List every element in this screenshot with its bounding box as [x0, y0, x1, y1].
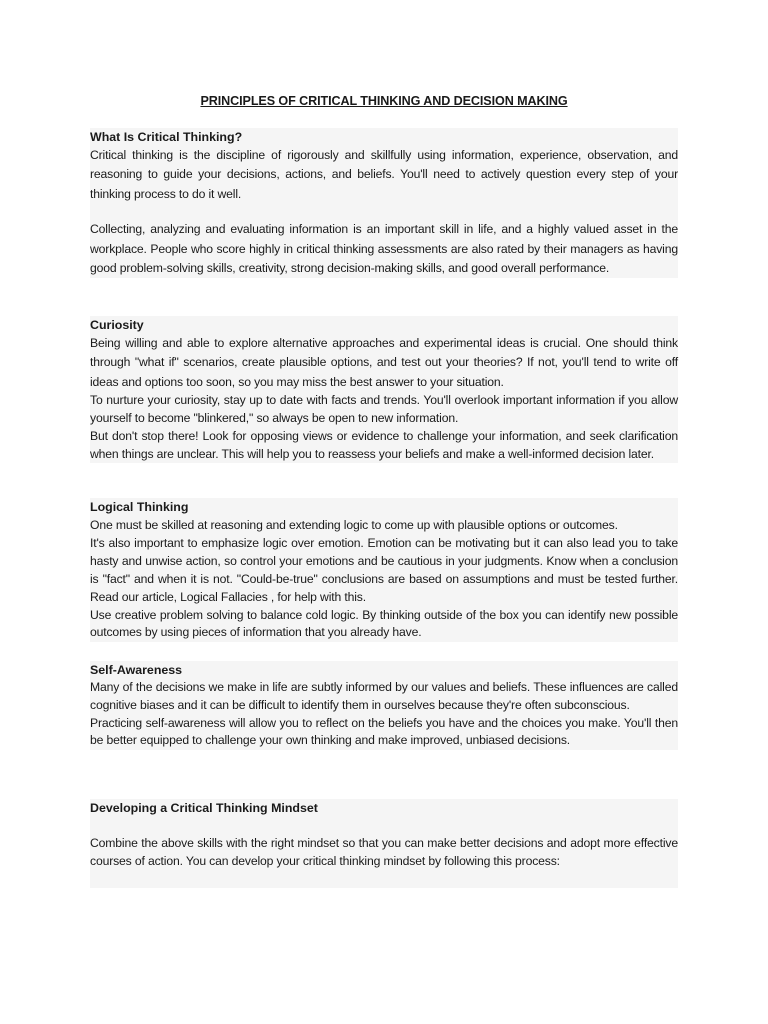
section-heading: Developing a Critical Thinking Mindset	[90, 801, 318, 815]
section-developing-mindset	[90, 799, 678, 888]
paragraph-spacer	[90, 204, 678, 220]
section-heading: What Is Critical Thinking?	[90, 130, 243, 144]
section-self-awareness	[90, 661, 678, 750]
section-heading: Self-Awareness	[90, 663, 183, 677]
section-heading: Curiosity	[90, 318, 144, 332]
section-what-is-critical-thinking	[90, 128, 678, 278]
section-heading: Logical Thinking	[90, 500, 189, 514]
paragraph: It's also important to emphasize logic over emotion. Emotion can be motivating but it can also lead you to take hasty and unwise action, so control your emotions and be cautious in your judgments. Know when a conclusion is "fact" and when it is not. "Could-be-true" conclusions are based on assumptions and must be tested further. Read our article, Logical Fallacies , for help with this.	[90, 536, 678, 604]
paragraph: Practicing self-awareness will allow you to reflect on the beliefs you have and the choices you make. You'll then be better equipped to challenge your own thinking and make improved, unbiased decisions.	[90, 715, 678, 748]
paragraph: Many of the decisions we make in life are subtly informed by our values and beliefs. These influences are called cognitive biases and it can be difficult to identify them in ourselves because they're often subconscious.	[90, 680, 678, 712]
paragraph: Being willing and able to explore alternative approaches and experimental ideas is crucial. One should think through "what if" scenarios, create plausible options, and test out your theories? If not, you'll tend to write off ideas and options too soon, so you may miss the best answer to your situation.	[90, 336, 678, 389]
paragraph: Critical thinking is the discipline of rigorously and skillfully using information, experience, observation, and reasoning to guide your decisions, actions, and beliefs. You'll need to actively question every step of your thinking process to do it well.	[90, 148, 678, 201]
section-curiosity	[90, 316, 678, 463]
paragraph: Use creative problem solving to balance cold logic. By thinking outside of the box you can identify new possible outcomes by using pieces of information that you already have.	[90, 607, 678, 640]
document-title: PRINCIPLES OF CRITICAL THINKING AND DECISION MAKING	[200, 94, 568, 108]
paragraph: To nurture your curiosity, stay up to date with facts and trends. You'll overlook important information if you allow yourself to become "blinkered," so always be open to new information.	[90, 393, 678, 426]
paragraph: One must be skilled at reasoning and extending logic to come up with plausible options or outcomes.	[90, 518, 618, 532]
paragraph: But don't stop there! Look for opposing views or evidence to challenge your information, and seek clarification when things are unclear. This will help you to reassess your beliefs and make a well-informed decision later.	[90, 428, 678, 461]
paragraph: Collecting, analyzing and evaluating information is an important skill in life, and a highly valued asset in the workplace. People who score highly in critical thinking assessments are also rated by their managers as having good problem-solving skills, creativity, strong decision-making skills, and good overall performance.	[90, 222, 678, 276]
paragraph-spacer	[90, 817, 678, 835]
section-logical-thinking	[90, 498, 678, 642]
paragraph: Combine the above skills with the right mindset so that you can make better decisions and adopt more effective courses of action. You can develop your critical thinking mindset by following this process:	[90, 836, 678, 868]
